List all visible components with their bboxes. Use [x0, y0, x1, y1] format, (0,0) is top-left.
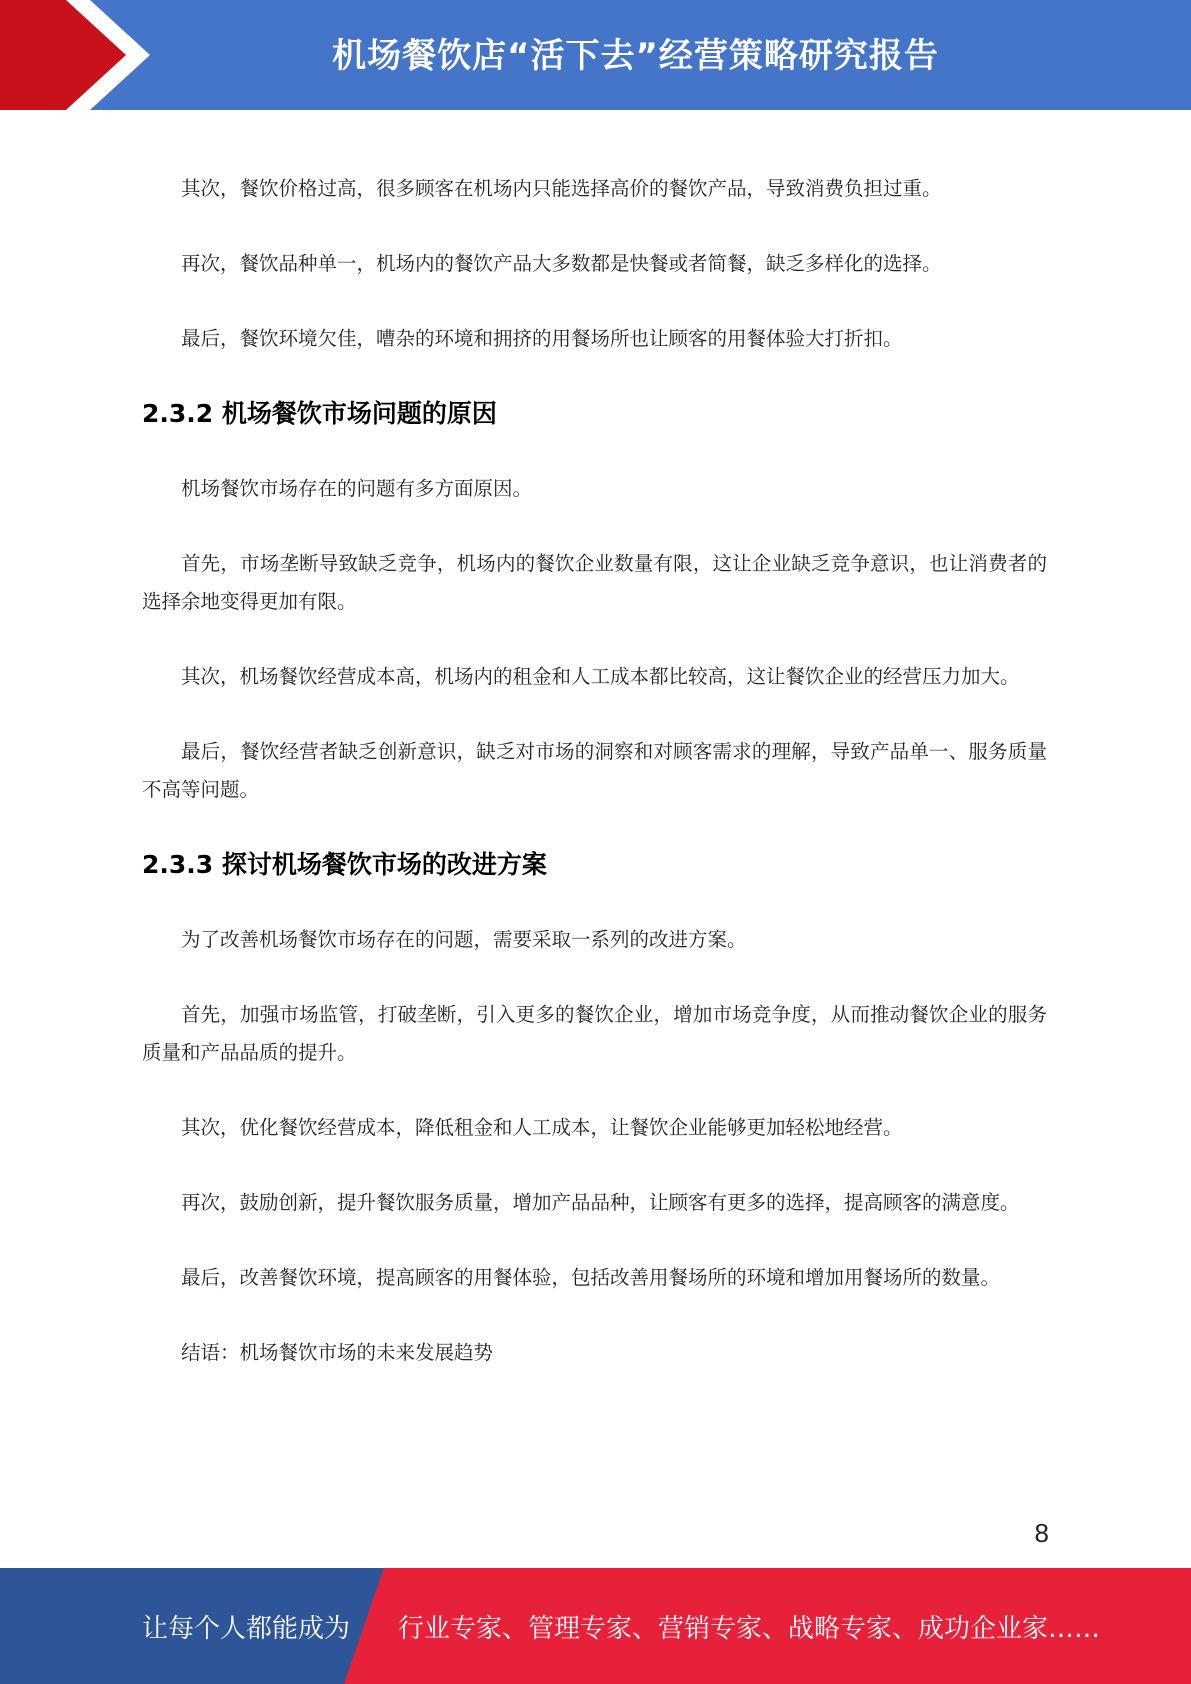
- footer-slogan-left: 让每个人都能成为: [142, 1614, 351, 1644]
- footer-slogan-right: 行业专家、管理专家、营销专家、战略专家、成功企业家……: [398, 1614, 1101, 1644]
- paragraph: 最后，改善餐饮环境，提高顾客的用餐体验，包括改善用餐场所的环境和增加用餐场所的数量。: [181, 1266, 1001, 1289]
- paragraph: 再次，鼓励创新，提升餐饮服务质量，增加产品品种，让顾客有更多的选择，提高顾客的满意度。: [181, 1191, 1020, 1214]
- paragraph: 其次，优化餐饮经营成本，降低租金和人工成本，让餐饮企业能够更加轻松地经营。: [181, 1116, 903, 1139]
- paragraph: 结语：机场餐饮市场的未来发展趋势: [181, 1341, 494, 1364]
- paragraph: 其次，餐饮价格过高，很多顾客在机场内只能选择高价的餐饮产品，导致消费负担过重。: [181, 177, 942, 200]
- paragraph: 为了改善机场餐饮市场存在的问题，需要采取一系列的改进方案。: [181, 928, 747, 951]
- report-title: 机场餐饮店“活下去”经营策略研究报告: [332, 36, 939, 76]
- paragraph: 机场餐饮市场存在的问题有多方面原因。: [181, 477, 533, 500]
- document-body: [142, 170, 1047, 1409]
- paragraph: 首先，市场垄断导致缺乏竞争，机场内的餐饮企业数量有限，这让企业缺乏竞争意识，也让消费者的选择余地变得更加有限。: [142, 552, 1047, 613]
- paragraph: 最后，餐饮环境欠佳，嘈杂的环境和拥挤的用餐场所也让顾客的用餐体验大打折扣。: [181, 327, 903, 350]
- paragraph: 最后，餐饮经营者缺乏创新意识，缺乏对市场的洞察和对顾客需求的理解，导致产品单一、服务质量不高等问题。: [142, 740, 1047, 801]
- footer-banner: [0, 1568, 1191, 1684]
- paragraph: 其次，机场餐饮经营成本高，机场内的租金和人工成本都比较高，这让餐饮企业的经营压力加大。: [181, 665, 1020, 688]
- paragraph: 再次，餐饮品种单一，机场内的餐饮产品大多数都是快餐或者简餐，缺乏多样化的选择。: [181, 252, 942, 275]
- paragraph: 首先，加强市场监管，打破垄断，引入更多的餐饮企业，增加市场竞争度，从而推动餐饮企业的服务质量和产品品质的提升。: [142, 1003, 1047, 1064]
- report-header-banner: [0, 0, 1191, 110]
- page-number: 8: [1034, 1518, 1049, 1548]
- section-heading-2-3-2: 2.3.2 机场餐饮市场问题的原因: [142, 399, 497, 428]
- section-heading-2-3-3: 2.3.3 探讨机场餐饮市场的改进方案: [142, 850, 547, 879]
